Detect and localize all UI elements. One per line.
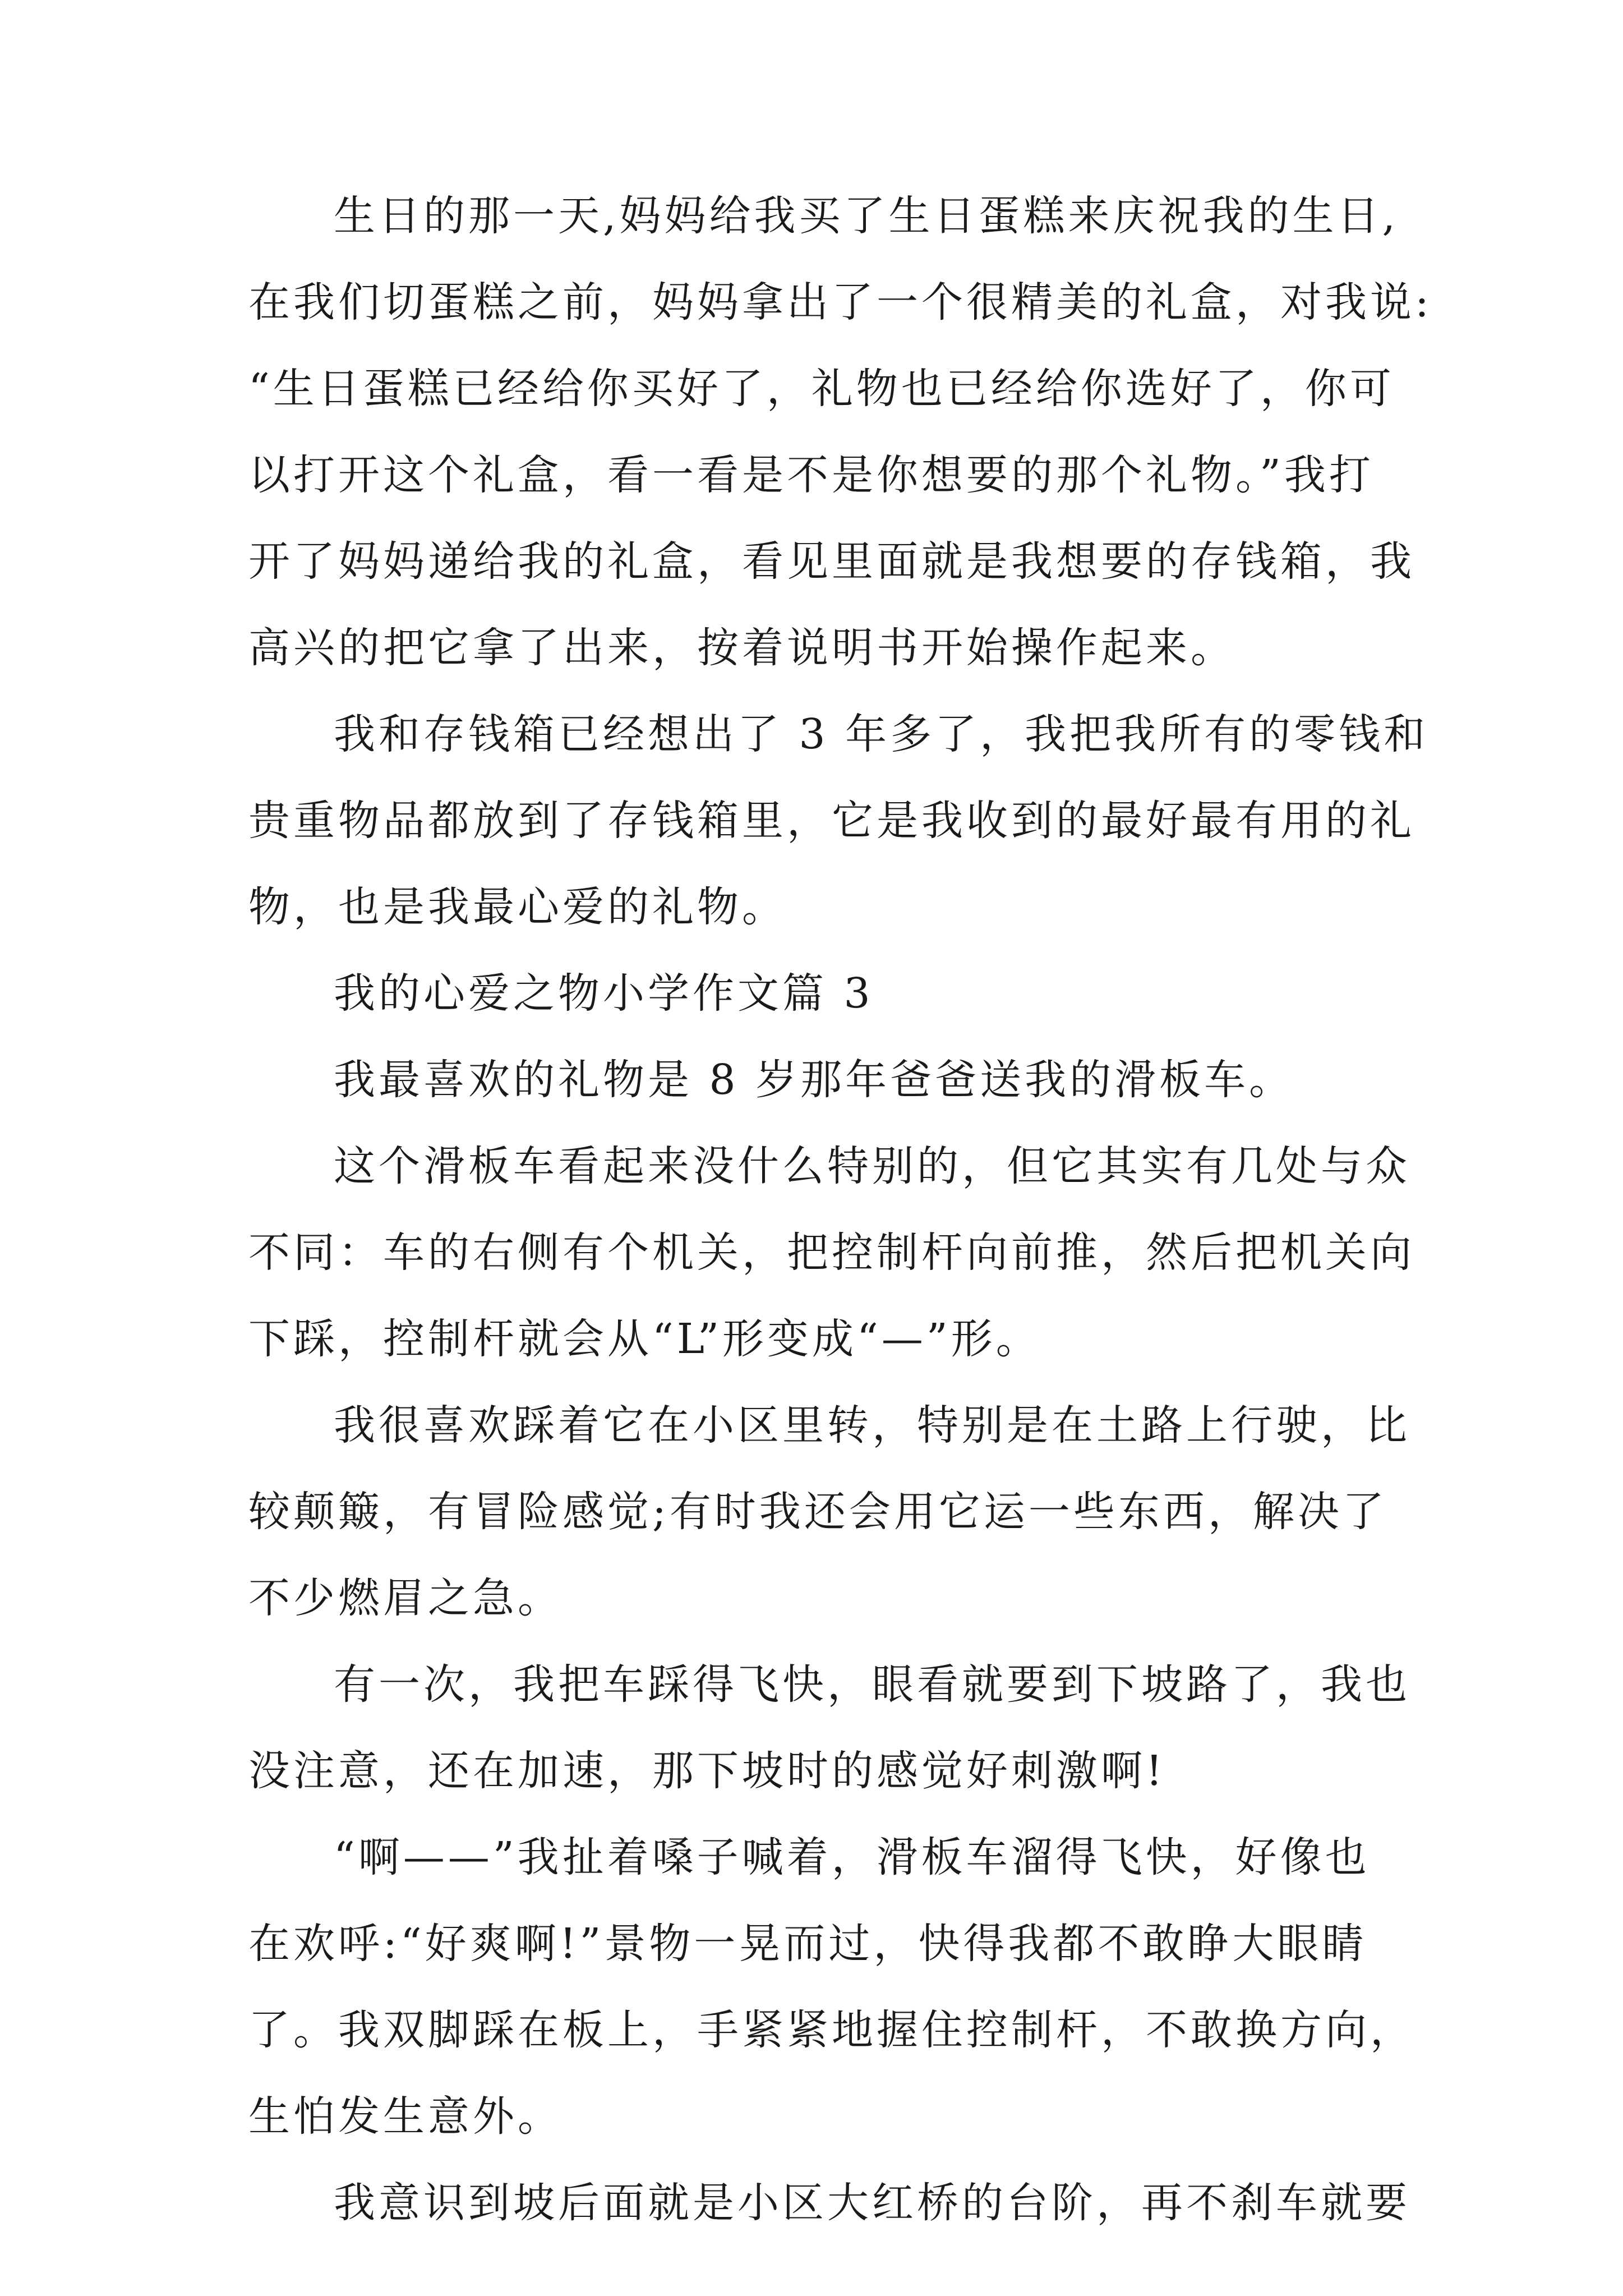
text-line: 我很喜欢踩着它在小区里转，特别是在土路上行驶，比	[334, 1401, 1410, 1450]
text-line: 不少燃眉之急。	[248, 1574, 562, 1622]
text-line: 了。我双脚踩在板上，手紧紧地握住控制杆，不敢换方向，	[248, 2006, 1415, 2054]
text-line: 生日的那一天,妈妈给我买了生日蛋糕来庆祝我的生日,	[334, 192, 1399, 240]
text-line: 我意识到坡后面就是小区大红桥的台阶，再不刹车就要	[334, 2179, 1410, 2227]
text-line: 贵重物品都放到了存钱箱里，它是我收到的最好最有用的礼	[248, 797, 1415, 845]
text-line: 没注意，还在加速，那下坡时的感觉好刺激啊!	[248, 1747, 1166, 1795]
text-line: “啊——”我扯着嗓子喊着，滑板车溜得飞快，好像也	[334, 1833, 1370, 1881]
text-line: 在我们切蛋糕之前，妈妈拿出了一个很精美的礼盒，对我说:	[248, 278, 1432, 326]
text-line: 物，也是我最心爱的礼物。	[248, 883, 787, 931]
text-line: “生日蛋糕已经给你买好了，礼物也已经给你选好了，你可	[248, 365, 1395, 413]
text-line: 这个滑板车看起来没什么特别的，但它其实有几处与众	[334, 1142, 1410, 1190]
text-line: 以打开这个礼盒，看一看是不是你想要的那个礼物。”我打	[248, 451, 1374, 499]
text-line: 较颠簸，有冒险感觉;有时我还会用它运一些东西，解决了	[248, 1488, 1387, 1536]
text-line: 我和存钱箱已经想出了 3 年多了，我把我所有的零钱和	[334, 710, 1429, 758]
text-line: 高兴的把它拿了出来，按着说明书开始操作起来。	[248, 624, 1235, 672]
text-line: 我最喜欢的礼物是 8 岁那年爸爸送我的滑板车。	[334, 1056, 1294, 1104]
text-line: 开了妈妈递给我的礼盒，看见里面就是我想要的存钱箱，我	[248, 537, 1415, 586]
text-line: 生怕发生意外。	[248, 2092, 562, 2141]
text-line: 有一次，我把车踩得飞快，眼看就要到下坡路了，我也	[334, 1660, 1410, 1709]
section-heading: 我的心爱之物小学作文篇 3	[334, 969, 874, 1018]
text-line: 下踩，控制杆就会从“L”形变成“—”形。	[248, 1315, 1041, 1363]
text-line: 在欢呼:“好爽啊!”景物一晃而过，快得我都不敢睁大眼睛	[248, 1920, 1367, 1968]
text-line: 不同：车的右侧有个机关，把控制杆向前推，然后把机关向	[248, 1228, 1415, 1277]
